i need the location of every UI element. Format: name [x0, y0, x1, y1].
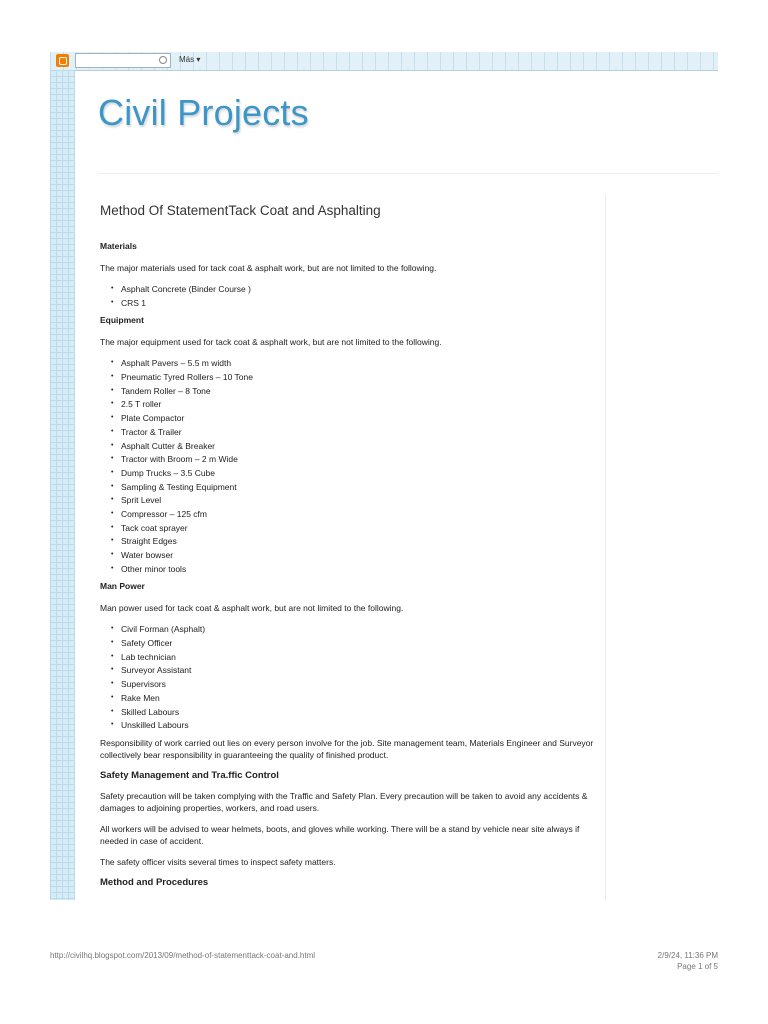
manpower-intro: Man power used for tack coat & asphalt work, but are not limited to the following.: [100, 603, 404, 614]
list-item: • Water bowser: [121, 549, 600, 563]
list-item: • Pneumatic Tyred Rollers – 10 Tone: [121, 371, 600, 385]
blog-title[interactable]: Civil Projects: [98, 92, 309, 133]
manpower-heading: Man Power: [100, 581, 145, 592]
print-footer-page: Page 1 of 5: [677, 962, 718, 971]
list-item: • Sampling & Testing Equipment: [121, 481, 600, 495]
blogger-navbar: [50, 52, 718, 71]
blog-search-input[interactable]: [75, 53, 171, 68]
materials-heading: Materials: [100, 241, 137, 251]
list-item: • Straight Edges: [121, 535, 600, 549]
post-title[interactable]: Method Of StatementTack Coat and Asphalting: [100, 203, 381, 218]
sidebar-divider: [605, 194, 606, 900]
blog-page: [50, 52, 718, 900]
manpower-list: [100, 623, 600, 733]
list-item: • Asphalt Cutter & Breaker: [121, 440, 600, 454]
print-footer-date: 2/9/24, 11:36 PM: [657, 951, 718, 960]
header-divider: [98, 173, 718, 174]
list-item: • Civil Forman (Asphalt): [121, 623, 600, 637]
more-menu[interactable]: Más ▾: [179, 55, 201, 64]
materials-intro: The major materials used for tack coat & asphalt work, but are not limited to the following.: [100, 263, 437, 273]
list-item: • Skilled Labours: [121, 706, 600, 720]
list-item: • Safety Officer: [121, 637, 600, 651]
list-item: • Dump Trucks – 3.5 Cube: [121, 467, 600, 481]
safety-paragraph-3: The safety officer visits several times to inspect safety matters.: [100, 856, 336, 867]
list-item: • Compressor – 125 cfm: [121, 508, 600, 522]
print-footer-url: http://civilhq.blogspot.com/2013/09/method-of-statementtack-coat-and.html: [50, 951, 316, 960]
equipment-list: [100, 357, 600, 576]
list-item: • Tandem Roller – 8 Tone: [121, 385, 600, 399]
list-item: • CRS 1: [121, 297, 600, 311]
list-item: • Sprit Level: [121, 494, 600, 508]
blogger-logo-icon[interactable]: [56, 54, 69, 67]
list-item: • Other minor tools: [121, 563, 600, 577]
materials-list: [100, 283, 600, 310]
list-item: • Tractor & Trailer: [121, 426, 600, 440]
list-item: • Tack coat sprayer: [121, 522, 600, 536]
search-icon[interactable]: [159, 56, 167, 64]
list-item: • Unskilled Labours: [121, 719, 600, 733]
list-item: • Asphalt Concrete (Binder Course ): [121, 283, 600, 297]
list-item: • Supervisors: [121, 678, 600, 692]
post-body: [100, 202, 600, 897]
equipment-heading: Equipment: [100, 315, 144, 326]
safety-paragraph-1: Safety precaution will be taken complying with the Traffic and Safety Plan. Every precaution will be taken to avoid any accidents & damages to adjoining properties, workers, and road users.: [100, 790, 588, 813]
responsibility-paragraph: Responsibility of work carried out lies on every person involve for the job. Site management team, Materials Engineer and Surveyor collectively bear responsibility in guaranteeing the quality of finished product.: [100, 737, 594, 760]
list-item: • Surveyor Assistant: [121, 664, 600, 678]
list-item: • Tractor with Broom – 2 m Wide: [121, 453, 600, 467]
list-item: • Plate Compactor: [121, 412, 600, 426]
list-item: • Asphalt Pavers – 5.5 m width: [121, 357, 600, 371]
left-decoration: [50, 70, 75, 900]
safety-heading: Safety Management and Tra.ffic Control: [100, 769, 279, 781]
method-heading: Method and Procedures: [100, 876, 209, 888]
equipment-intro: The major equipment used for tack coat & asphalt work, but are not limited to the following.: [100, 337, 442, 348]
list-item: • Lab technician: [121, 651, 600, 665]
list-item: • Rake Men: [121, 692, 600, 706]
safety-paragraph-2: All workers will be advised to wear helmets, boots, and gloves while working. There will be a stand by vehicle near site always if needed in case of accident.: [100, 823, 580, 846]
list-item: • 2.5 T roller: [121, 398, 600, 412]
